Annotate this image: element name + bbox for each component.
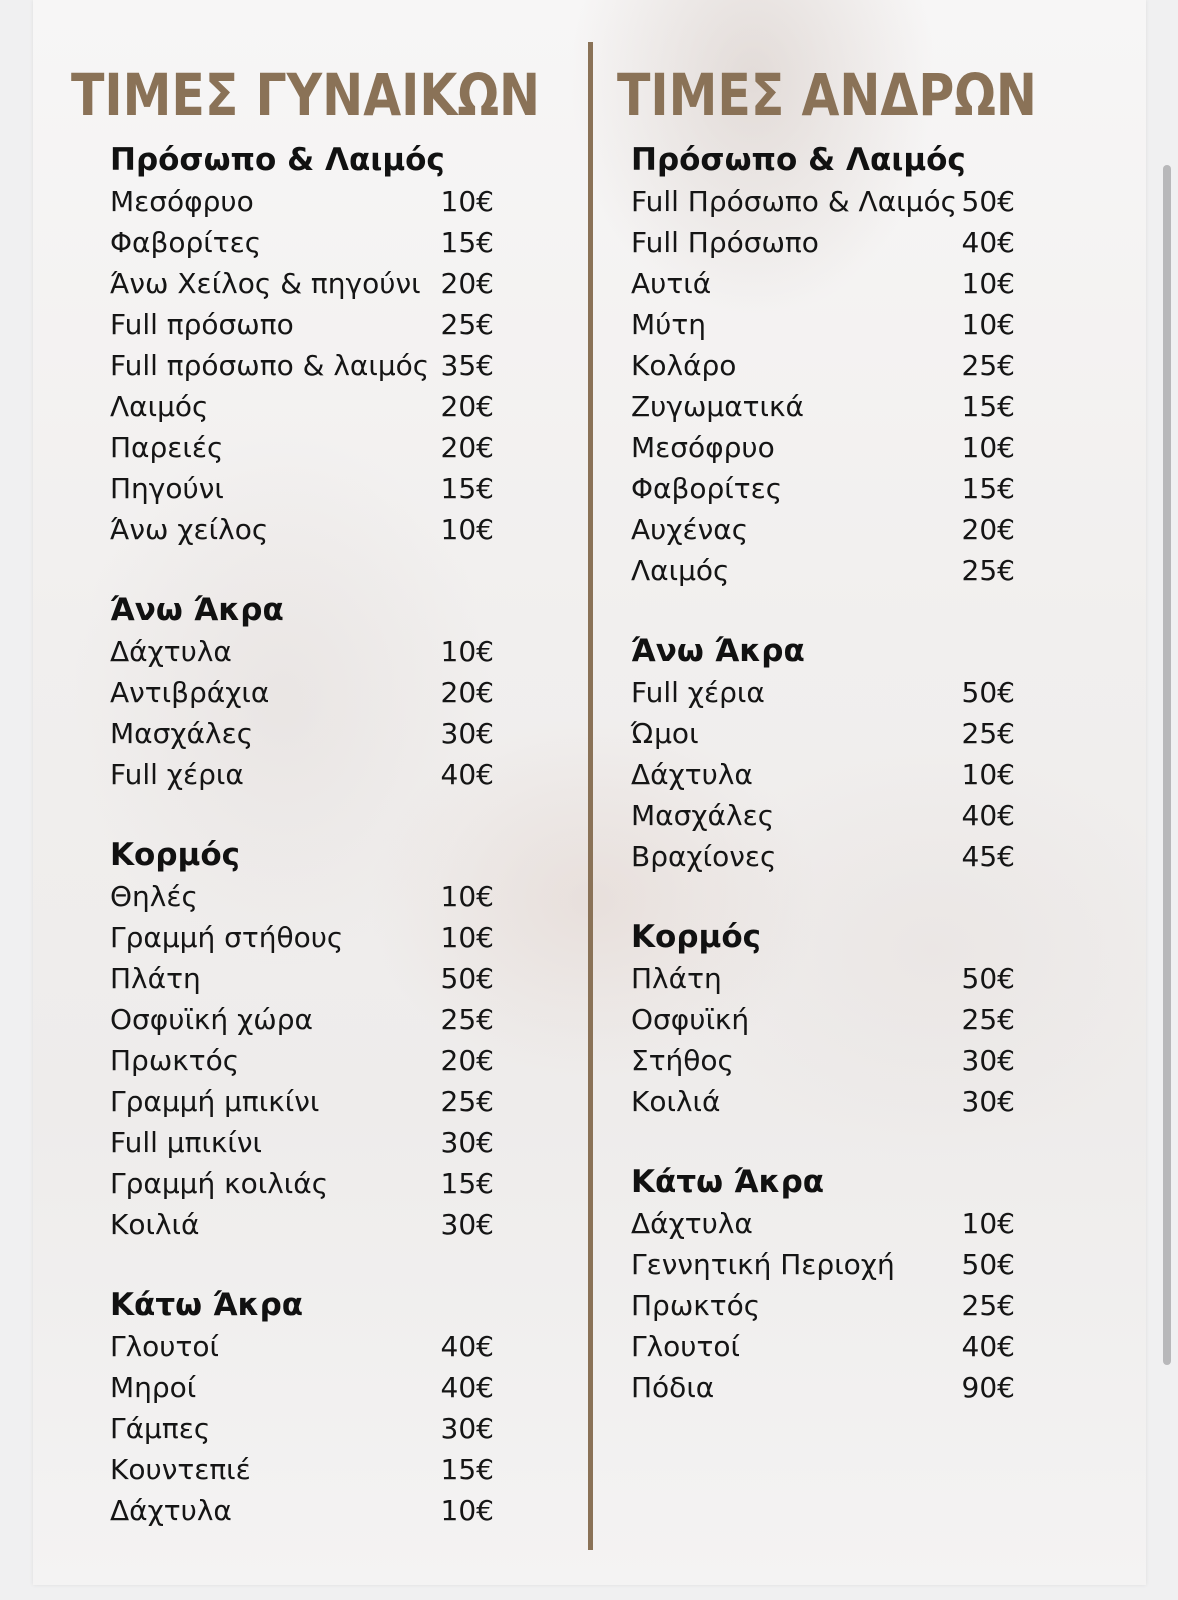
section-spacer — [110, 1245, 494, 1285]
service-price: 50€ — [440, 962, 494, 995]
service-price: 20€ — [440, 431, 494, 464]
service-price: 10€ — [961, 267, 1015, 300]
service-name: Άνω χείλος — [110, 513, 269, 546]
price-row — [631, 1326, 1015, 1367]
service-name: Δάχτυλα — [631, 758, 753, 791]
service-price: 15€ — [440, 1167, 494, 1200]
service-name: Full χέρια — [110, 758, 244, 791]
section-heading: Κορμός — [110, 837, 240, 873]
price-row — [110, 1040, 494, 1081]
service-price: 10€ — [440, 185, 494, 218]
service-price: 20€ — [440, 390, 494, 423]
price-row — [631, 263, 1015, 304]
service-name: Full πρόσωπο & λαιμός — [110, 349, 430, 382]
section-heading: Πρόσωπο & Λαιμός — [110, 142, 445, 178]
price-row — [110, 222, 494, 263]
service-price: 25€ — [440, 1003, 494, 1036]
price-list-page — [33, 0, 1146, 1585]
service-name: Βραχίονες — [631, 840, 777, 873]
column-divider — [588, 42, 593, 1550]
price-row — [110, 181, 494, 222]
service-price: 30€ — [440, 1126, 494, 1159]
service-name: Μηροί — [110, 1371, 197, 1404]
women-price-column — [110, 140, 494, 1531]
service-price: 50€ — [961, 962, 1015, 995]
price-row — [631, 754, 1015, 795]
service-name: Θηλές — [110, 880, 198, 913]
service-price: 50€ — [961, 676, 1015, 709]
service-name: Πρωκτός — [631, 1289, 761, 1322]
service-name: Δάχτυλα — [631, 1207, 753, 1240]
price-row — [110, 754, 494, 795]
price-row — [631, 999, 1015, 1040]
price-row — [631, 468, 1015, 509]
service-name: Πρωκτός — [110, 1044, 240, 1077]
service-name: Πλάτη — [631, 962, 722, 995]
service-name: Δάχτυλα — [110, 1494, 232, 1527]
service-price: 10€ — [961, 758, 1015, 791]
section-spacer — [631, 877, 1015, 917]
service-name: Πόδια — [631, 1371, 715, 1404]
service-price: 10€ — [961, 308, 1015, 341]
vertical-scrollbar[interactable] — [1163, 165, 1171, 1365]
service-price: 30€ — [440, 717, 494, 750]
section-heading: Κάτω Άκρα — [631, 1164, 825, 1200]
service-name: Full χέρια — [631, 676, 765, 709]
service-name: Αυτιά — [631, 267, 712, 300]
service-price: 40€ — [440, 1330, 494, 1363]
price-row — [110, 713, 494, 754]
price-row — [631, 427, 1015, 468]
service-name: Αντιβράχια — [110, 676, 270, 709]
service-price: 25€ — [440, 308, 494, 341]
service-name: Γραμμή κοιλιάς — [110, 1167, 329, 1200]
service-name: Μεσόφρυο — [110, 185, 254, 218]
service-price: 25€ — [961, 349, 1015, 382]
price-row — [631, 222, 1015, 263]
price-row — [631, 1203, 1015, 1244]
service-price: 90€ — [961, 1371, 1015, 1404]
price-row — [110, 1449, 494, 1490]
service-price: 15€ — [440, 226, 494, 259]
service-name: Λαιμός — [631, 554, 730, 587]
men-price-column — [631, 140, 1015, 1408]
service-price: 50€ — [961, 185, 1015, 218]
service-name: Ώμοι — [631, 717, 699, 750]
service-name: Γάμπες — [110, 1412, 211, 1445]
price-row — [631, 672, 1015, 713]
price-row — [110, 1490, 494, 1531]
service-price: 30€ — [440, 1412, 494, 1445]
section-spacer — [110, 550, 494, 590]
service-name: Άνω Χείλος & πηγούνι — [110, 267, 421, 300]
price-row — [631, 509, 1015, 550]
price-row — [110, 1367, 494, 1408]
service-name: Μασχάλες — [631, 799, 775, 832]
service-price: 30€ — [440, 1208, 494, 1241]
service-name: Φαβορίτες — [110, 226, 262, 259]
service-price: 15€ — [961, 390, 1015, 423]
price-row — [631, 1367, 1015, 1408]
price-row — [110, 1408, 494, 1449]
price-row — [631, 836, 1015, 877]
price-row — [631, 181, 1015, 222]
service-price: 20€ — [961, 513, 1015, 546]
service-price: 10€ — [440, 880, 494, 913]
service-name: Κολάρο — [631, 349, 737, 382]
service-price: 15€ — [440, 472, 494, 505]
price-row — [631, 1081, 1015, 1122]
men-prices-title: ΤΙΜΕΣ ΑΝΔΡΩΝ — [617, 61, 1037, 129]
service-price: 25€ — [961, 554, 1015, 587]
service-price: 25€ — [961, 1003, 1015, 1036]
service-name: Μεσόφρυο — [631, 431, 775, 464]
price-row — [110, 1163, 494, 1204]
service-price: 40€ — [440, 758, 494, 791]
service-price: 30€ — [961, 1085, 1015, 1118]
service-price: 25€ — [961, 717, 1015, 750]
price-row — [631, 1244, 1015, 1285]
price-row — [631, 345, 1015, 386]
service-price: 40€ — [961, 226, 1015, 259]
service-name: Οσφυϊκή — [631, 1003, 750, 1036]
price-row — [631, 550, 1015, 591]
section-heading: Κάτω Άκρα — [110, 1287, 304, 1323]
service-name: Αυχένας — [631, 513, 749, 546]
price-row — [631, 1040, 1015, 1081]
price-row — [631, 1285, 1015, 1326]
price-row — [110, 876, 494, 917]
price-row — [631, 713, 1015, 754]
service-name: Κουντεπιέ — [110, 1453, 251, 1486]
service-name: Γεννητική Περιοχή — [631, 1248, 895, 1281]
service-price: 10€ — [961, 1207, 1015, 1240]
service-price: 10€ — [440, 921, 494, 954]
section-spacer — [631, 591, 1015, 631]
section-heading: Άνω Άκρα — [110, 592, 284, 628]
service-name: Full μπικίνι — [110, 1126, 263, 1159]
service-name: Γραμμή στήθους — [110, 921, 344, 954]
price-row — [110, 1326, 494, 1367]
service-name: Μασχάλες — [110, 717, 254, 750]
price-row — [110, 1122, 494, 1163]
service-name: Κοιλιά — [631, 1085, 721, 1118]
service-price: 40€ — [961, 1330, 1015, 1363]
service-name: Γλουτοί — [110, 1330, 219, 1363]
price-row — [110, 917, 494, 958]
price-row — [110, 386, 494, 427]
price-row — [110, 958, 494, 999]
service-name: Δάχτυλα — [110, 635, 232, 668]
service-price: 10€ — [440, 1494, 494, 1527]
section-spacer — [631, 1122, 1015, 1162]
service-price: 30€ — [961, 1044, 1015, 1077]
price-row — [110, 1081, 494, 1122]
price-row — [631, 958, 1015, 999]
service-name: Στήθος — [631, 1044, 734, 1077]
price-row — [110, 304, 494, 345]
service-name: Ζυγωματικά — [631, 390, 804, 423]
service-name: Φαβορίτες — [631, 472, 783, 505]
price-row — [110, 427, 494, 468]
price-row — [110, 509, 494, 550]
price-row — [110, 263, 494, 304]
price-row — [631, 795, 1015, 836]
price-row — [631, 304, 1015, 345]
service-price: 25€ — [961, 1289, 1015, 1322]
service-price: 15€ — [961, 472, 1015, 505]
service-price: 20€ — [440, 267, 494, 300]
section-heading: Άνω Άκρα — [631, 633, 805, 669]
service-price: 25€ — [440, 1085, 494, 1118]
section-heading: Πρόσωπο & Λαιμός — [631, 142, 966, 178]
price-row — [110, 631, 494, 672]
price-row — [110, 999, 494, 1040]
price-row — [631, 386, 1015, 427]
price-row — [110, 1204, 494, 1245]
price-row — [110, 468, 494, 509]
service-price: 15€ — [440, 1453, 494, 1486]
service-name: Γραμμή μπικίνι — [110, 1085, 320, 1118]
service-name: Full Πρόσωπο — [631, 226, 819, 259]
service-name: Λαιμός — [110, 390, 209, 423]
service-price: 10€ — [961, 431, 1015, 464]
service-price: 20€ — [440, 676, 494, 709]
service-price: 40€ — [961, 799, 1015, 832]
service-name: Full Πρόσωπο & Λαιμός — [631, 185, 958, 218]
service-name: Κοιλιά — [110, 1208, 200, 1241]
service-price: 45€ — [961, 840, 1015, 873]
price-row — [110, 345, 494, 386]
service-price: 35€ — [440, 349, 494, 382]
women-prices-title: ΤΙΜΕΣ ΓΥΝΑΙΚΩΝ — [71, 61, 541, 129]
section-spacer — [110, 795, 494, 835]
service-name: Full πρόσωπο — [110, 308, 294, 341]
service-price: 50€ — [961, 1248, 1015, 1281]
service-name: Παρειές — [110, 431, 224, 464]
service-price: 10€ — [440, 635, 494, 668]
service-name: Μύτη — [631, 308, 706, 341]
service-price: 10€ — [440, 513, 494, 546]
service-name: Πηγούνι — [110, 472, 224, 505]
service-name: Πλάτη — [110, 962, 201, 995]
service-name: Γλουτοί — [631, 1330, 740, 1363]
price-row — [110, 672, 494, 713]
section-heading: Κορμός — [631, 919, 761, 955]
service-price: 40€ — [440, 1371, 494, 1404]
service-name: Οσφυϊκή χώρα — [110, 1003, 313, 1036]
service-price: 20€ — [440, 1044, 494, 1077]
